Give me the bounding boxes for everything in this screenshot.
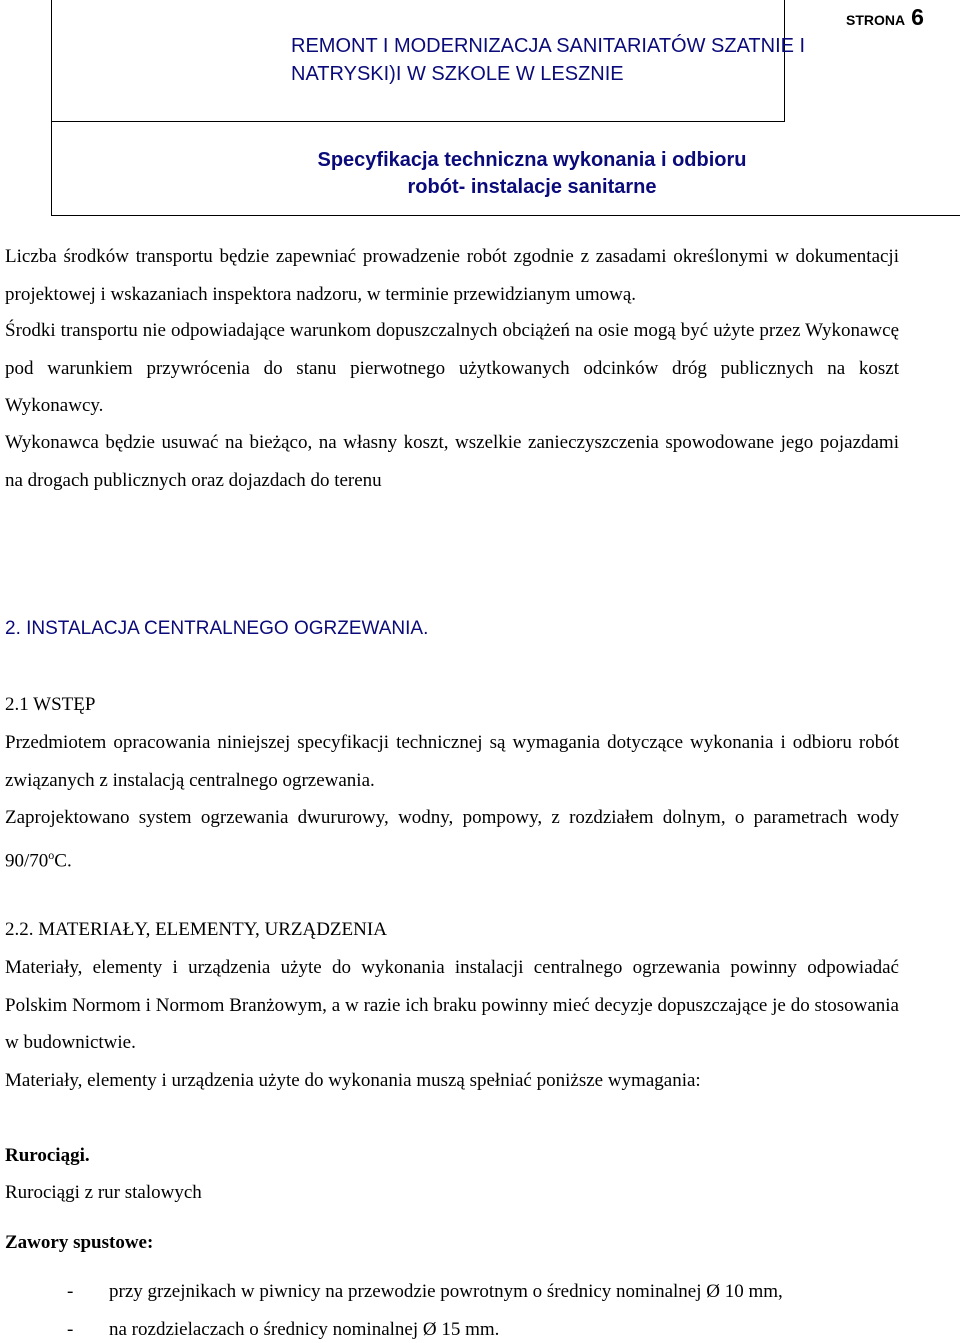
rurociagi-heading: Rurociągi. bbox=[5, 1145, 90, 1166]
list-item-text: na rozdzielaczach o średnicy nominalnej Ø 15 mm. bbox=[109, 1319, 500, 1340]
bullet-marker: - bbox=[67, 1319, 74, 1340]
header-separator bbox=[51, 121, 785, 122]
rurociagi-text: Rurociągi z rur stalowych bbox=[5, 1182, 202, 1203]
degree-mark: o bbox=[48, 847, 55, 862]
paragraph-transport-count: Liczba środków transportu będzie zapewniać prowadzenie robót zgodnie z zasadami określonymi w dokumentacji projektowej i wskazaniach inspektora nadzoru, w terminie przewidzianym umową. bbox=[5, 246, 899, 305]
subsection-heading-2-1: 2.1 WSTĘP bbox=[5, 694, 96, 715]
subsection-heading-2-2: 2.2. MATERIAŁY, ELEMENTY, URZĄDZENIA bbox=[5, 919, 387, 940]
page-number: 6 bbox=[911, 4, 924, 30]
list-item-text: przy grzejnikach w piwnicy na przewodzie powrotnym o średnicy nominalnej Ø 10 mm, bbox=[109, 1281, 783, 1302]
system-design-unit: C. bbox=[54, 849, 72, 871]
document-title-line1: Specyfikacja techniczna wykonania i odbioru bbox=[317, 149, 747, 171]
page-number-box bbox=[846, 4, 924, 31]
document-title-line2: robót- instalacje sanitarne bbox=[407, 176, 657, 198]
system-design-text: Zaprojektowano system ogrzewania dwururowy, wodny, pompowy, z rozdziałem dolnym, o parametrach wody 90/70 bbox=[5, 807, 899, 871]
project-title-line1: REMONT I MODERNIZACJA SANITARIATÓW SZATNIE I bbox=[291, 35, 806, 57]
paragraph-system-design bbox=[5, 799, 899, 879]
zawory-heading: Zawory spustowe: bbox=[5, 1232, 154, 1253]
project-title-line2: NATRYSKI)I W SZKOLE W LESZNIE bbox=[291, 63, 624, 85]
bullet-marker: - bbox=[67, 1281, 74, 1302]
paragraph-materials-requirements: Materiały, elementy i urządzenia użyte do wykonania muszą spełniać poniższe wymagania: bbox=[5, 1070, 701, 1091]
document-title bbox=[261, 147, 803, 201]
paragraph-materials-standards: Materiały, elementy i urządzenia użyte do wykonania instalacji centralnego ogrzewania powinny odpowiadać Polskim Normom i Normom Branżowym, a w razie ich braku powinny mieć decyzje dopuszczające je do stosowania w budownictwie. bbox=[5, 957, 899, 1053]
list-item bbox=[67, 1281, 783, 1303]
project-title bbox=[291, 32, 806, 88]
paragraph-scope: Przedmiotem opracowania niniejszej specyfikacji technicznej są wymagania dotyczące wykonania i odbioru robót związanych z instalacją centralnego ogrzewania. bbox=[5, 732, 899, 791]
page-label: STRONA bbox=[846, 12, 906, 28]
list-item bbox=[67, 1319, 499, 1341]
paragraph-transport-load: Środki transportu nie odpowiadające warunkom dopuszczalnych obciążeń na osie mogą być użyte przez Wykonawcę pod warunkiem przywrócenia do stanu pierwotnego użytkowanych odcinków dróg publicznych na koszt Wykonawcy. bbox=[5, 320, 899, 416]
paragraph-contractor-cleaning: Wykonawca będzie usuwać na bieżąco, na własny koszt, wszelkie zanieczyszczenia spowodowane jego pojazdami na drogach publicznych oraz dojazdach do terenu bbox=[5, 432, 899, 491]
section-heading-2: 2. INSTALACJA CENTRALNEGO OGRZEWANIA. bbox=[5, 618, 429, 639]
